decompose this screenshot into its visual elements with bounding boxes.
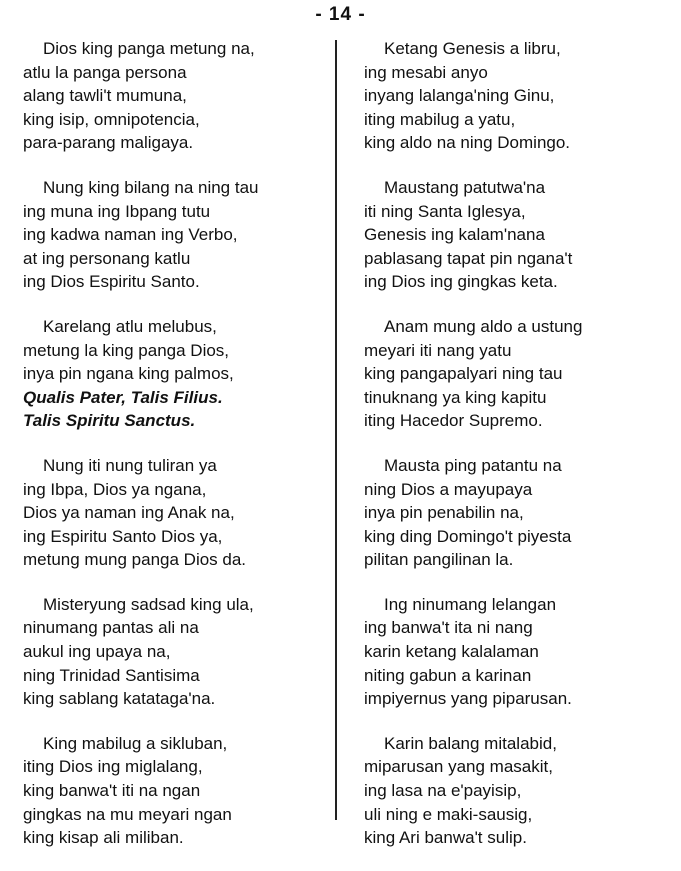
verse-line: metung la king panga Dios, [23,340,230,360]
column-divider [335,40,337,820]
stanza [364,37,664,155]
stanza [23,315,323,433]
verse-line: metung mung panga Dios da. [23,550,247,570]
verse-line: ning Trinidad Santisima [23,665,200,685]
stanza [364,593,664,711]
verse-line: iting Dios ing miglalang, [23,757,203,777]
page-number: - 14 - [315,4,366,25]
verse-line: king aldo na ning Domingo. [364,133,571,153]
stanza [364,454,664,572]
verse-line: ninumang pantas ali na [23,618,199,638]
verse-line: King mabilug a sikluban, [43,733,228,753]
verse-line: ing Espiritu Santo Dios ya, [23,526,223,546]
verse-line: ing muna ing Ibpang tutu [23,201,211,221]
verse-line: Ketang Genesis a libru, [384,39,561,58]
verse-line: inya pin penabilin na, [364,503,524,523]
stanza [23,176,323,294]
verse-line: niting gabun a karinan [364,665,532,685]
verse-line: gingkas na mu meyari ngan [23,804,232,824]
verse-line: ing Dios ing gingkas keta. [364,272,558,292]
verse-line: Nung king bilang na ning tau [43,177,259,197]
verse-line: pilitan pangilinan la. [364,550,514,570]
verse-line: atlu la panga persona [23,62,187,82]
verse-line: Dios ya naman ing Anak na, [23,503,235,523]
verse-line: aukul ing upaya na, [23,642,171,662]
left-column [23,37,323,871]
verse-line: ing kadwa naman ing Verbo, [23,225,238,245]
stanza [364,732,664,850]
verse-line: king sablang katataga'na. [23,689,216,709]
verse-line: Ing ninumang lelangan [384,594,557,614]
stanza [23,732,323,850]
verse-line: impiyernus yang piparusan. [364,689,572,709]
stanza [364,315,664,433]
verse-line: at ing personang katlu [23,248,191,268]
verse-line: Nung iti nung tuliran ya [43,455,217,475]
verse-line: iting Hacedor Supremo. [364,411,543,431]
verse-line: king ding Domingo't piyesta [364,526,572,546]
verse-line: Genesis ing kalam'nana [364,225,545,245]
verse-line: king pangapalyari ning tau [364,364,563,384]
verse-line: Talis Spiritu Sanctus. [23,411,196,431]
verse-line: pablasang tapat pin ngana't [364,248,573,268]
verse-line: ing mesabi anyo [364,62,488,82]
verse-line: karin ketang kalalaman [364,642,539,662]
verse-line: Maustang patutwa'na [384,177,546,197]
stanza [364,176,664,294]
verse-line: alang tawli't mumuna, [23,86,187,106]
verse-line: inya pin ngana king palmos, [23,364,234,384]
verse-line: Qualis Pater, Talis Filius. [23,387,223,407]
verse-line: king kisap ali miliban. [23,828,184,848]
verse-line: uli ning e maki-sausig, [364,804,533,824]
verse-line: Anam mung aldo a ustung [384,316,583,336]
verse-line: ing Dios Espiritu Santo. [23,272,200,292]
stanza [23,454,323,572]
stanza [23,593,323,711]
verse-line: king isip, omnipotencia, [23,109,200,129]
verse-line: iting mabilug a yatu, [364,109,516,129]
verse-line: Dios king panga metung na, [43,39,255,58]
verse-line: king Ari banwa't sulip. [364,828,527,848]
verse-line: iti ning Santa Iglesya, [364,201,526,221]
verse-line: ing Ibpa, Dios ya ngana, [23,479,207,499]
verse-line: Mausta ping patantu na [384,455,562,475]
right-column [364,37,664,871]
verse-line: ing lasa na e'payisip, [364,781,522,801]
verse-line: Karin balang mitalabid, [384,733,557,753]
verse-line: inyang lalanga'ning Ginu, [364,86,555,106]
verse-line: ning Dios a mayupaya [364,479,533,499]
verse-line: para-parang maligaya. [23,133,194,153]
verse-line: meyari iti nang yatu [364,340,512,360]
verse-line: ing banwa't ita ni nang [364,618,533,638]
verse-line: Misteryung sadsad king ula, [43,594,254,614]
verse-line: king banwa't iti na ngan [23,781,201,801]
verse-line: tinuknang ya king kapitu [364,387,547,407]
verse-line: Karelang atlu melubus, [43,316,217,336]
verse-line: miparusan yang masakit, [364,757,553,777]
stanza [23,37,323,155]
